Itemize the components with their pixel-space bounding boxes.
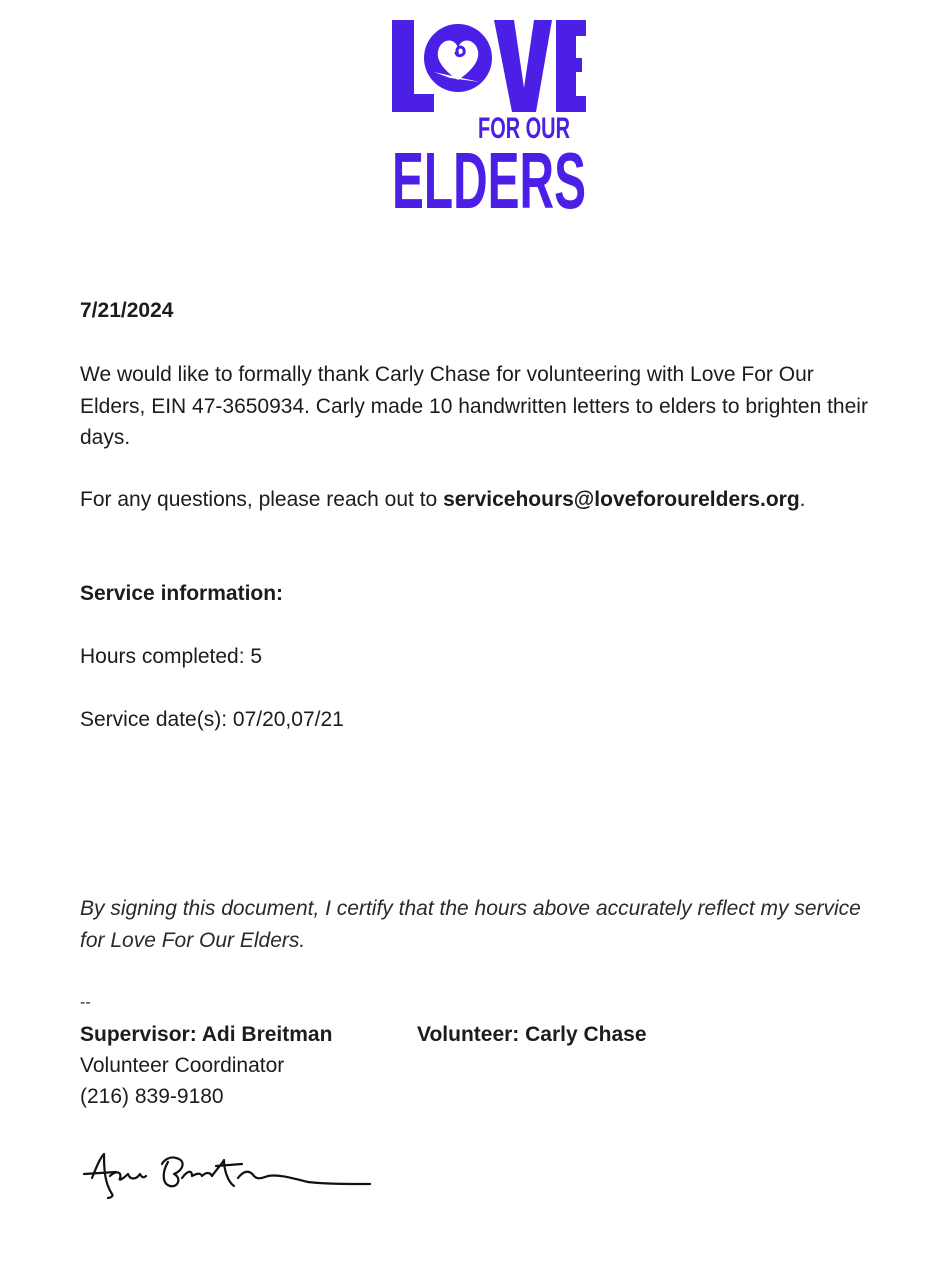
logo-letter-e-bottom <box>556 96 586 112</box>
supervisor-title: Volunteer Coordinator <box>80 1054 285 1077</box>
supervisor-phone: (216) 839-9180 <box>80 1085 224 1108</box>
logo-letter-l-foot <box>392 94 434 112</box>
volunteer-name: Volunteer: Carly Chase <box>417 1023 647 1046</box>
service-info-heading: Service information: <box>80 582 284 605</box>
logo-letter-v <box>494 20 552 112</box>
contact-suffix: . <box>799 488 806 511</box>
logo-text-for-our: FOR OUR <box>478 112 571 145</box>
supervisor-name: Supervisor: Adi Breitman <box>80 1023 333 1046</box>
logo-letter-e-mid <box>556 58 582 72</box>
logo-text-elders: ELDERS <box>392 136 586 225</box>
signature-stroke-di <box>110 1172 146 1179</box>
supervisor-signature <box>82 1148 374 1204</box>
contact-email-link[interactable]: servicehours@loveforourelders.org <box>443 488 800 511</box>
contact-prefix: For any questions, please reach out to <box>80 488 444 511</box>
organization-logo <box>390 18 588 225</box>
signature-stroke-man <box>238 1172 370 1184</box>
signature-stroke-b <box>162 1157 183 1186</box>
service-dates: Service date(s): 07/20,07/21 <box>80 708 344 731</box>
hours-completed: Hours completed: 5 <box>80 645 263 668</box>
signature-separator: -- <box>80 994 91 1011</box>
thank-you-paragraph: We would like to formally thank Carly Chase for volunteering with Love For Our Elders, EIN 47-3650934. Carly made 10 handwritten letters to elders to brighten their days. <box>80 363 868 449</box>
letter-date: 7/21/2024 <box>80 299 174 322</box>
signature-stroke-reit <box>182 1160 242 1186</box>
logo-letter-e-top <box>556 20 586 36</box>
contact-line <box>80 484 806 515</box>
certification-statement: By signing this document, I certify that the hours above accurately reflect my service for Love For Our Elders. <box>80 897 861 952</box>
